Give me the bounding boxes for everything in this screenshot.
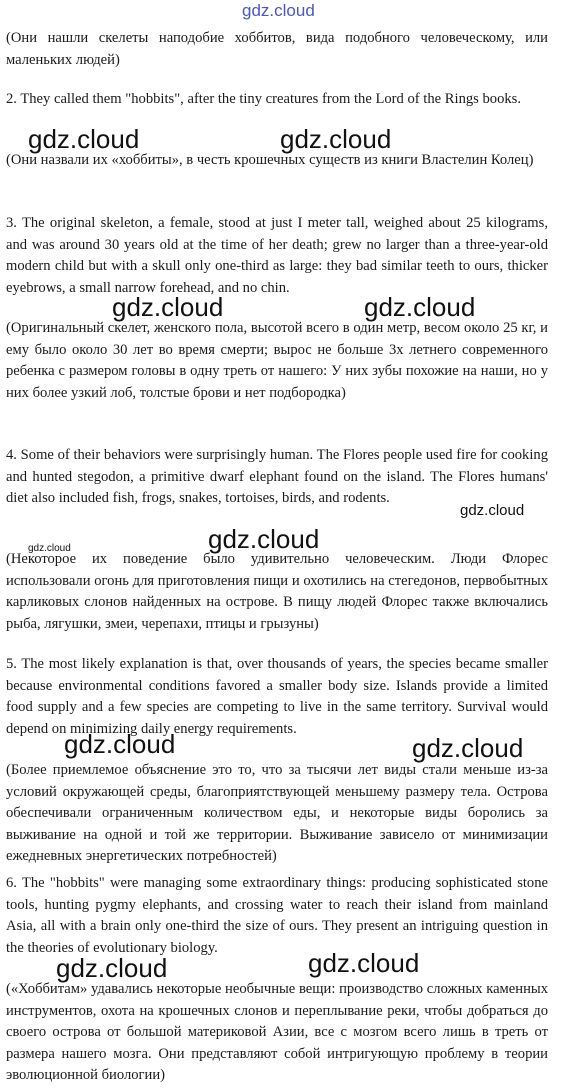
watermark: gdz.cloud bbox=[308, 948, 420, 978]
watermark: gdz.cloud bbox=[208, 524, 320, 554]
paragraph-6: 6. The "hobbits" were managing some extraordinary things: producing sophisticated stone tools, hunting pygmy elephants, and crossing water to reach their island from mainland Asia, all with a brain only one-third the size of ours. They present an intriguing question in the theories of evolutionary biology. bbox=[6, 875, 548, 956]
watermark: gdz.cloud bbox=[28, 543, 71, 554]
watermark-top: gdz.cloud bbox=[242, 1, 315, 20]
paragraph-1-translation: (Они нашли скелеты наподобие хоббитов, вида подобного человеческому, или маленьких людей) bbox=[6, 30, 548, 68]
paragraph-4-translation: (Некоторое их поведение было удивительно человеческим. Люди Флорес использовали огонь для приготовления пищи и охотились на стегедонов, первобытных карликовых слонов найденных на острове. В пищу людей Флорес также включались рыба, лягушки, змеи, черепахи, птицы и грызуны) bbox=[6, 551, 548, 632]
paragraph-3: 3. The original skeleton, a female, stood at just I meter tall, weighed about 25 kilograms, and was around 30 years old at the time of her death; grew no larger than a three-year-old modern child but with a skull only one-third as large: they bad similar teeth to ours, thicker eyebrows, a small narrow forehead, and no chin. bbox=[6, 215, 548, 296]
paragraph-3-translation: (Оригинальный скелет, женского пола, высотой всего в один метр, весом около 25 кг, и ему было около 30 лет во время смерти; вырос не больше 3х летнего современного ребенка с размером головы в одну треть от нашего: У них зубы похожие на наши, но у них более узкий лоб, толстые брови и нет подбородка) bbox=[6, 320, 548, 401]
paragraph-6-translation: («Хоббитам» удавались некоторые необычные вещи: производство сложных каменных инструментов, охота на крошечных слонов и переплывание реки, чтобы добраться до своего острова от большой материковой Азии, все с мозгом всего лишь в треть от размера нашего мозга. Они представляют собой интригующую проблему в теории эволюционной биологии) bbox=[6, 981, 548, 1083]
watermark: gdz.cloud bbox=[56, 953, 168, 983]
paragraph-2-translation: (Они назвали их «хоббиты», в честь крошечных существ из книги Властелин Колец) bbox=[6, 152, 534, 168]
paragraph-5-translation: (Более приемлемое объяснение это то, что за тысячи лет виды стали меньше из-за условий окружающей среды, благоприятствующей меньшему размеру тела. Острова обеспечивали ограниченным количеством еды, и некоторые виды боролись за выживание на одной и той же территории. Выживание зависело от минимизации ежедневных энергетических потребностей) bbox=[6, 762, 548, 864]
watermark: gdz.cloud bbox=[112, 292, 224, 322]
watermark: gdz.cloud bbox=[28, 124, 140, 154]
watermark: gdz.cloud bbox=[412, 733, 524, 763]
watermark: gdz.cloud bbox=[280, 124, 392, 154]
paragraph-2: 2. They called them "hobbits", after the tiny creatures from the Lord of the Rings books. bbox=[6, 91, 521, 107]
watermark: gdz.cloud bbox=[64, 729, 176, 759]
watermark: gdz.cloud bbox=[364, 292, 476, 322]
watermark: gdz.cloud bbox=[460, 502, 525, 519]
paragraph-4: 4. Some of their behaviors were surprisingly human. The Flores people used fire for cooking and hunted stegodon, a primitive dwarf elephant found on the island. The Flores humans' diet also included fish, frogs, snakes, tortoises, birds, and rodents. bbox=[6, 447, 548, 506]
paragraph-5: 5. The most likely explanation is that, over thousands of years, the species became smaller because environmental conditions favored a smaller body size. Islands provide a limited food supply and a few species are competing to live in the same territory. Survival would depend on minimizing daily energy requirements. bbox=[6, 656, 548, 737]
